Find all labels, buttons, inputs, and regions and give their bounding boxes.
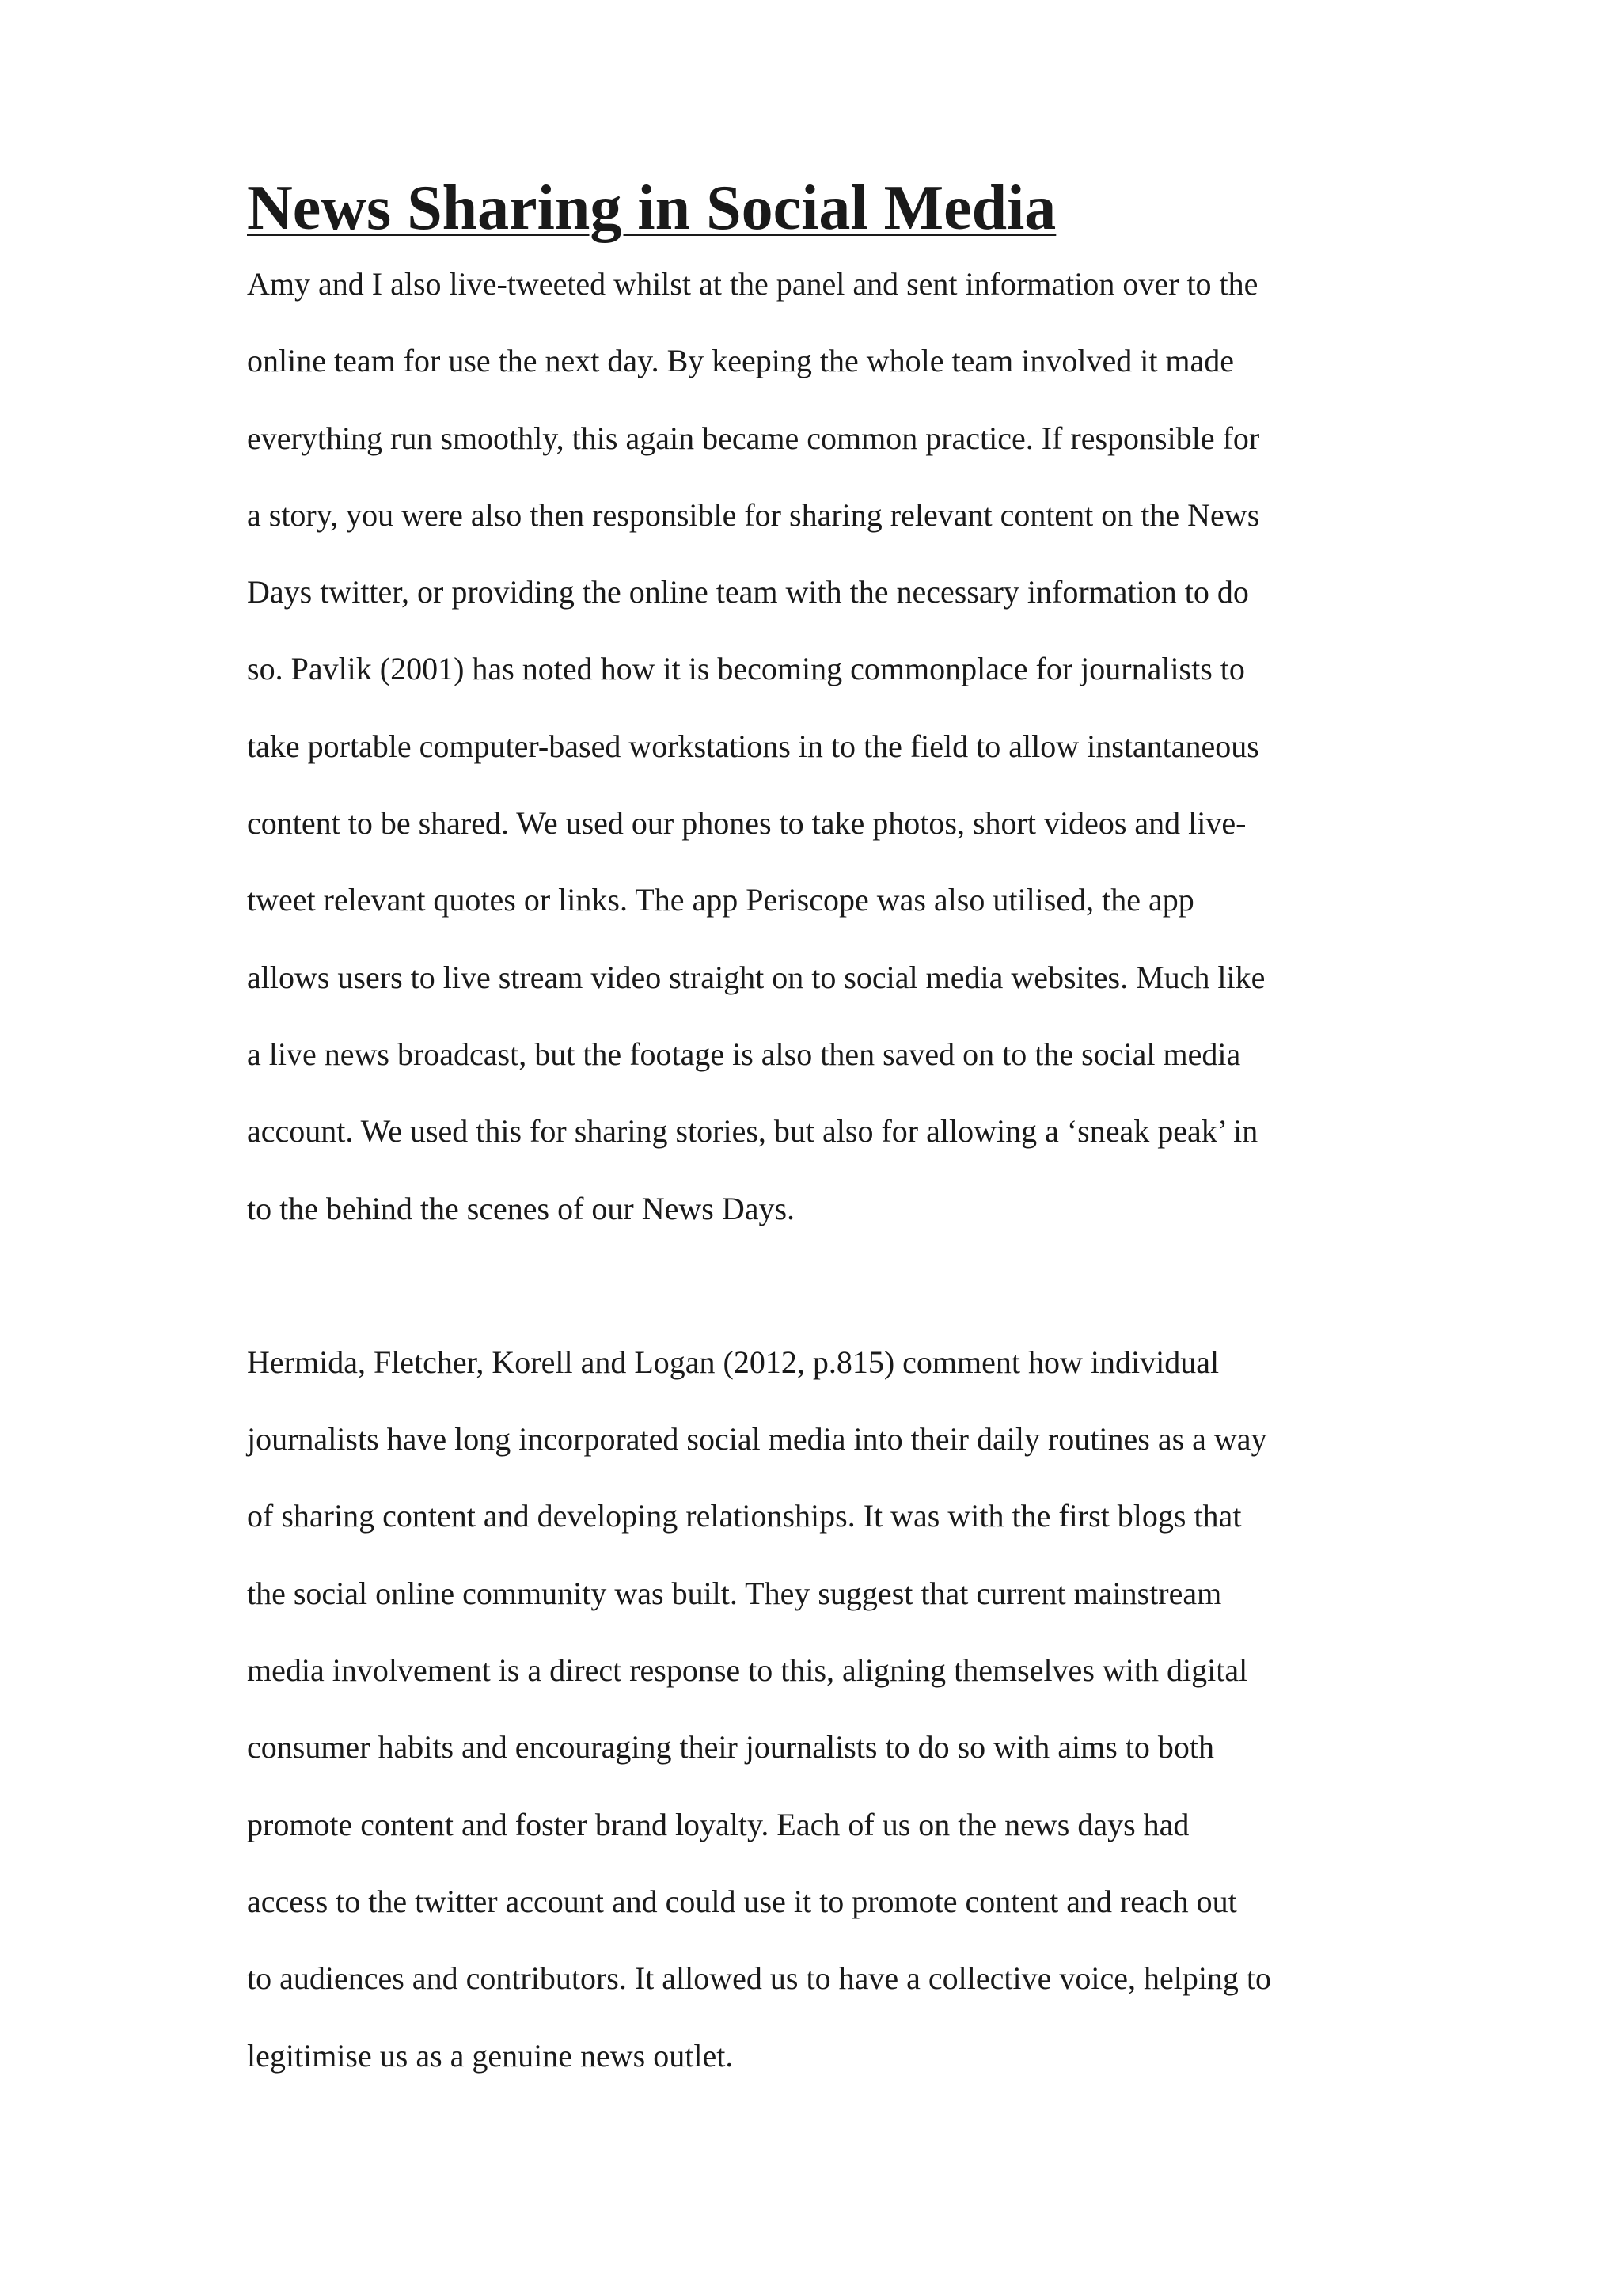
text-line: take portable computer-based workstations in to the field to allow instantaneous — [247, 728, 1259, 764]
text-line: Hermida, Fletcher, Korell and Logan (2012, p.815) comment how individual — [247, 1344, 1220, 1380]
text-line: everything run smoothly, this again became common practice. If responsible for — [247, 420, 1260, 456]
text-line: allows users to live stream video straight on to social media websites. Much like — [247, 959, 1266, 995]
paragraph-spacer — [247, 1266, 1403, 1343]
paragraph-2 — [247, 1343, 1403, 2113]
text-line: of sharing content and developing relationships. It was with the first blogs that — [247, 1498, 1242, 1534]
text-line: a live news broadcast, but the footage is also then saved on to the social media — [247, 1036, 1241, 1072]
text-line: account. We used this for sharing stories, but also for allowing a ‘sneak peak’ in — [247, 1113, 1258, 1150]
paragraph-1 — [247, 264, 1403, 1266]
text-line: legitimise us as a genuine news outlet. — [247, 2037, 734, 2074]
text-line: journalists have long incorporated social media into their daily routines as a way — [247, 1421, 1267, 1458]
text-line: the social online community was built. They suggest that current mainstream — [247, 1575, 1222, 1611]
text-line: to audiences and contributors. It allowed us to have a collective voice, helping to — [247, 1960, 1272, 1997]
text-line: promote content and foster brand loyalty. Each of us on the news days had — [247, 1806, 1190, 1842]
text-line: consumer habits and encouraging their journalists to do so with aims to both — [247, 1729, 1215, 1766]
text-line: tweet relevant quotes or links. The app Periscope was also utilised, the app — [247, 882, 1194, 918]
text-line: Amy and I also live-tweeted whilst at the panel and sent information over to the — [247, 266, 1258, 302]
text-line: Days twitter, or providing the online team with the necessary information to do — [247, 574, 1249, 610]
text-line: access to the twitter account and could use it to promote content and reach out — [247, 1883, 1237, 1919]
text-line: media involvement is a direct response to this, aligning themselves with digital — [247, 1652, 1248, 1689]
text-line: so. Pavlik (2001) has noted how it is becoming commonplace for journalists to — [247, 651, 1245, 687]
section-heading: News Sharing in Social Media — [247, 173, 1057, 243]
document-body — [247, 173, 1403, 2113]
text-line: content to be shared. We used our phones to take photos, short videos and live- — [247, 805, 1247, 842]
text-line: a story, you were also then responsible for sharing relevant content on the News — [247, 496, 1260, 533]
text-line: online team for use the next day. By keeping the whole team involved it made — [247, 343, 1235, 379]
text-line: to the behind the scenes of our News Days. — [247, 1190, 795, 1226]
